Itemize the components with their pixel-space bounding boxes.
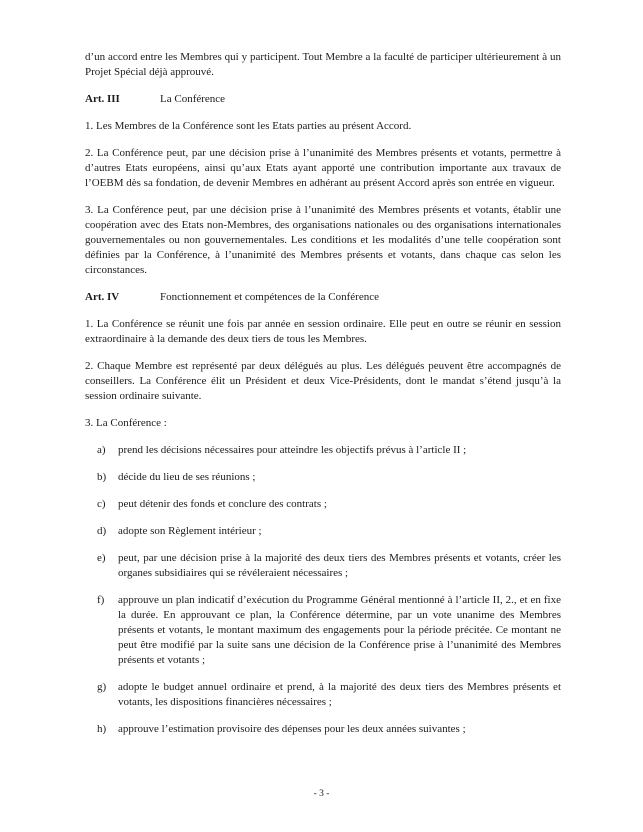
list-text: approuve l’estimation provisoire des dépenses pour les deux années suivantes ; xyxy=(118,723,466,735)
art3-paragraph-3: 3. La Conférence peut, par une décision prise à l’unanimité des Membres présents et votants, établir une coopération avec des Etats non-Membres, des organisations nationales ou des organisations internationales gouvernementales ou non gouvernementales. Les conditions et les modalités d’une telle coopération sont définies par la Conférence, à l’unanimité des Membres présents et votants, dans chaque cas selon les circonstances. xyxy=(85,204,561,276)
list-marker: c) xyxy=(97,498,106,510)
list-item-a xyxy=(85,443,561,458)
list-marker: f) xyxy=(97,594,105,606)
list-item-g xyxy=(85,680,561,710)
document-body xyxy=(85,50,561,749)
art4-paragraph-2: 2. Chaque Membre est représenté par deux délégués au plus. Les délégués peuvent être accompagnés de conseillers. La Conférence élit un Président et deux Vice-Présidents, dont le mandat s’étend jusqu’à la session ordinaire suivante. xyxy=(85,360,561,402)
list-text: approuve un plan indicatif d’exécution du Programme Général mentionné à l’article II, 2., et en fixe la durée. En approuvant ce plan, la Conférence détermine, par un vote unanime des Membres présents et votants, le montant maximum des engagements pour la période précitée. Ce montant ne peut être modifié par la suite sans une décision de la Conférence prise à l’unanimité des Membres présents et votants ; xyxy=(118,594,561,666)
list-item-c xyxy=(85,497,561,512)
page-number: - 3 - xyxy=(313,789,330,799)
list-item-e xyxy=(85,551,561,581)
list-text: peut, par une décision prise à la majorité des deux tiers des Membres présents et votants, créer les organes subsidiaires qui se révéleraient nécessaires ; xyxy=(118,552,561,579)
article-label: Art. III xyxy=(85,93,120,105)
intro-paragraph: d’un accord entre les Membres qui y participent. Tout Membre a la faculté de participer ultérieurement à un Projet Spécial déjà approuvé. xyxy=(85,51,561,78)
list-text: peut détenir des fonds et conclure des contrats ; xyxy=(118,498,327,510)
art3-paragraph-1: 1. Les Membres de la Conférence sont les Etats parties au présent Accord. xyxy=(85,120,412,132)
article-label: Art. IV xyxy=(85,291,120,303)
list-marker: b) xyxy=(97,471,107,483)
article-title: Fonctionnement et compétences de la Conférence xyxy=(160,291,379,303)
list-item-h xyxy=(85,722,561,737)
list-marker: g) xyxy=(97,681,107,693)
list-item-f xyxy=(85,593,561,668)
list-marker: a) xyxy=(97,444,106,456)
art4-paragraph-3: 3. La Conférence : xyxy=(85,417,167,429)
list-item-d xyxy=(85,524,561,539)
list-marker: e) xyxy=(97,552,106,564)
art3-paragraph-2: 2. La Conférence peut, par une décision prise à l’unanimité des Membres présents et votants, permettre à d’autres Etats européens, ainsi qu’aux Etats ayant apporté une contribution importante aux travaux de l’OEBM dès sa fondation, de devenir Membres en adhérant au présent Accord après son entrée en vigueur. xyxy=(85,147,561,189)
article-heading-art3 xyxy=(85,92,561,107)
list-text: prend les décisions nécessaires pour atteindre les objectifs prévus à l’article II ; xyxy=(118,444,467,456)
list-text: adopte son Règlement intérieur ; xyxy=(118,525,262,537)
art4-paragraph-1: 1. La Conférence se réunit une fois par année en session ordinaire. Elle peut en outre se réunir en session extraordinaire à la demande des deux tiers de tous les Membres. xyxy=(85,318,561,345)
article-heading-art4 xyxy=(85,290,561,305)
list-marker: h) xyxy=(97,723,107,735)
list-item-b xyxy=(85,470,561,485)
list-text: adopte le budget annuel ordinaire et prend, à la majorité des deux tiers des Membres présents et votants, les dispositions financières nécessaires ; xyxy=(118,681,561,708)
list-text: décide du lieu de ses réunions ; xyxy=(118,471,256,483)
article-title: La Conférence xyxy=(160,93,226,105)
list-marker: d) xyxy=(97,525,107,537)
